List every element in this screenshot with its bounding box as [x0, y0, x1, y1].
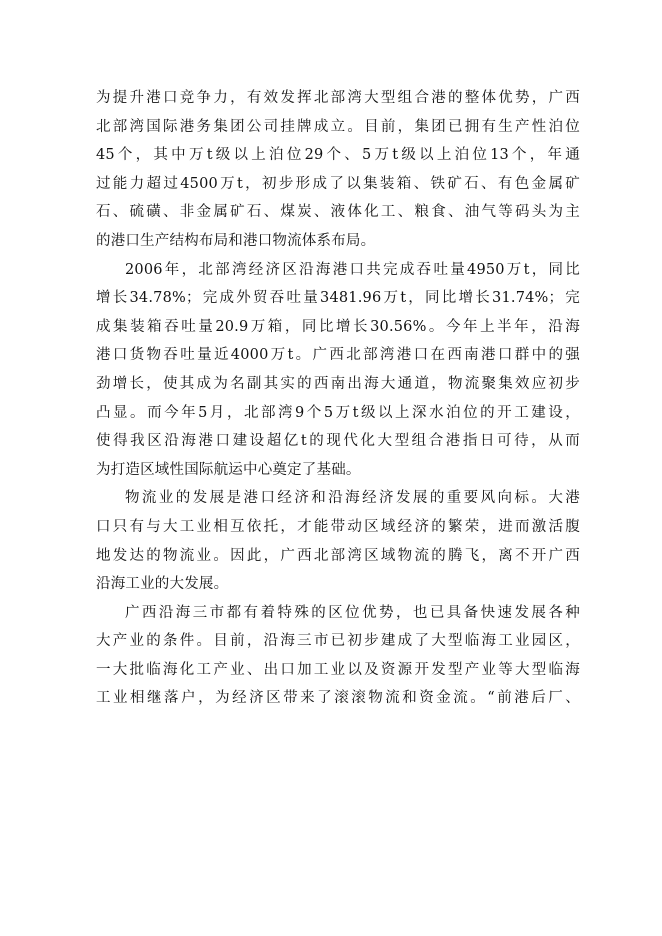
- text-line: 增长34.78%；完成外贸吞吐量3481.96万t，同比增长31.74%；完: [96, 290, 580, 307]
- text-line: 港口货物吞吐量近4000万t。广西北部湾港口在西南港口群中的强: [96, 347, 580, 364]
- text-line: 凸显。而今年5月，北部湾9个5万t级以上深水泊位的开工建设，: [96, 404, 580, 421]
- text-line: 成集装箱吞吐量20.9万箱，同比增长30.56%。今年上半年，沿海: [96, 318, 580, 335]
- text-line: 口只有与大工业相互依托，才能带动区域经济的繁荣，进而激活腹: [96, 518, 580, 535]
- paragraph-logistics: [96, 484, 580, 598]
- paragraph-port-group: [96, 84, 580, 256]
- text-line: 北部湾国际港务集团公司挂牌成立。目前，集团已拥有生产性泊位: [96, 118, 580, 135]
- text-line: 一大批临海化工产业、出口加工业以及资源开发型产业等大型临海: [96, 661, 580, 678]
- text-line: 工业相继落户，为经济区带来了滚滚物流和资金流。“前港后厂、: [96, 690, 580, 707]
- text-line: 地发达的物流业。因此，广西北部湾区域物流的腾飞，离不开广西: [96, 547, 580, 564]
- text-line: 2006年，北部湾经济区沿海港口共完成吞吐量4950万t，同比: [125, 261, 580, 278]
- text-line: 为提升港口竞争力，有效发挥北部湾大型组合港的整体优势，广西: [96, 90, 580, 106]
- text-line: 沿海工业的大发展。: [96, 576, 229, 593]
- text-line: 使得我区沿海港口建设超亿t的现代化大型组合港指日可待，从而: [96, 433, 580, 450]
- text-line: 物流业的发展是港口经济和沿海经济发展的重要风向标。大港: [125, 490, 580, 507]
- text-line: 石、硫磺、非金属矿石、煤炭、液体化工、粮食、油气等码头为主: [96, 204, 580, 221]
- text-line: 过能力超过4500万t，初步形成了以集装箱、铁矿石、有色金属矿: [96, 175, 580, 192]
- paragraph-coastal-cities: [96, 599, 580, 713]
- text-line: 45个，其中万t级以上泊位29个、5万t级以上泊位13个，年通: [96, 147, 580, 164]
- text-line: 的港口生产结构布局和港口物流体系布局。: [96, 232, 376, 249]
- body-text: [96, 84, 580, 713]
- text-line: 广西沿海三市都有着特殊的区位优势，也已具备快速发展各种: [125, 604, 580, 621]
- text-line: 劲增长，使其成为名副其实的西南出海大通道，物流聚集效应初步: [96, 375, 580, 392]
- text-line: 为打造区域性国际航运中心奠定了基础。: [96, 461, 361, 478]
- text-line: 大产业的条件。目前，沿海三市已初步建成了大型临海工业园区，: [96, 633, 580, 650]
- paragraph-throughput-2006: [96, 256, 580, 485]
